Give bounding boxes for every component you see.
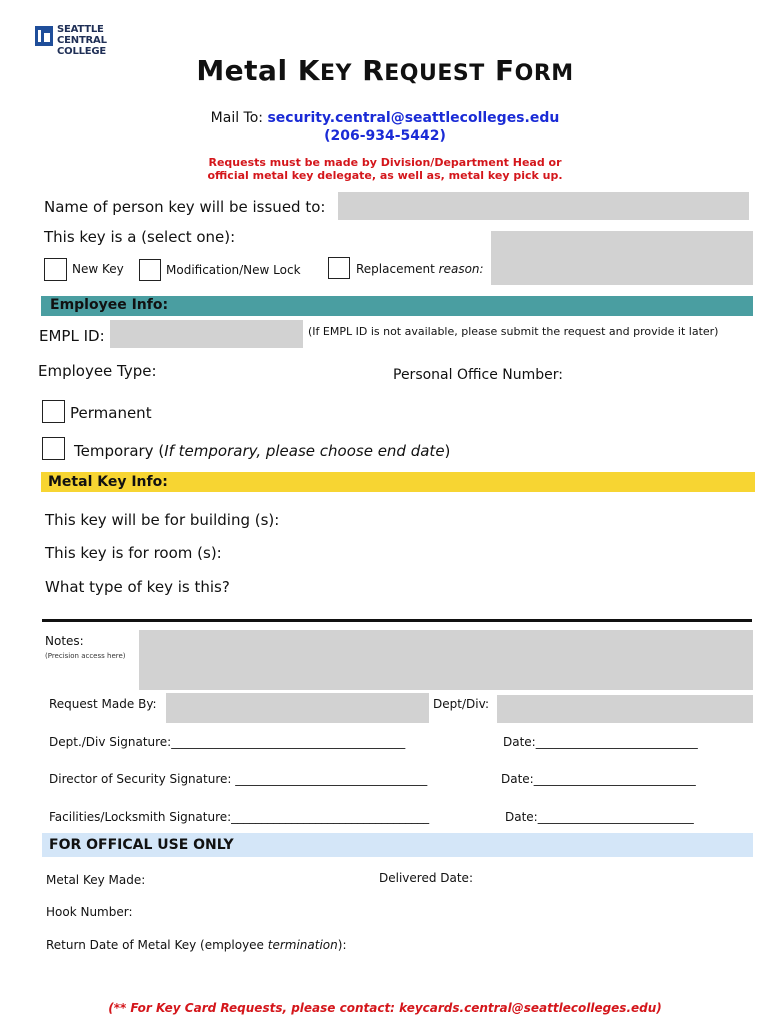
new-key-checkbox[interactable] bbox=[44, 258, 67, 281]
modification-checkbox[interactable] bbox=[139, 259, 161, 281]
dept-signature-date[interactable]: Date:___________________________ bbox=[503, 735, 698, 749]
notes-label: Notes: bbox=[45, 634, 84, 648]
temporary-checkbox[interactable] bbox=[42, 437, 65, 460]
person-name-field[interactable] bbox=[338, 192, 749, 220]
dept-div-field[interactable] bbox=[497, 695, 753, 723]
room-label: This key is for room (s): bbox=[45, 544, 222, 562]
replacement-checkbox[interactable] bbox=[328, 257, 350, 279]
employee-info-bar bbox=[41, 296, 753, 316]
college-logo bbox=[35, 24, 155, 57]
section-divider bbox=[42, 619, 752, 622]
notes-field[interactable] bbox=[139, 630, 753, 690]
official-use-bar bbox=[42, 833, 753, 857]
request-made-by-label: Request Made By: bbox=[49, 697, 157, 711]
building-label: This key will be for building (s): bbox=[45, 511, 280, 529]
empl-id-note: (If EMPL ID is not available, please submit the request and provide it later) bbox=[308, 325, 719, 338]
person-name-label: Name of person key will be issued to: bbox=[44, 198, 326, 216]
metal-key-info-heading: Metal Key Info: bbox=[48, 474, 168, 490]
mail-to-label: Mail To: bbox=[210, 110, 268, 126]
college-logo-icon bbox=[35, 26, 53, 46]
director-signature-line[interactable]: Director of Security Signature: ________________________________ bbox=[49, 772, 428, 786]
phone-number: (206-934-5442) bbox=[324, 128, 446, 144]
employee-type-label: Employee Type: bbox=[38, 362, 157, 380]
college-logo-text: SEATTLE CENTRAL COLLEGE bbox=[57, 24, 107, 57]
requirement-note: Requests must be made by Division/Department Head or official metal key delegate, as well as, metal key pick up. bbox=[207, 156, 563, 182]
replacement-label: Replacement reason: bbox=[356, 262, 484, 276]
employee-info-heading: Employee Info: bbox=[50, 297, 169, 313]
return-date-label: Return Date of Metal Key (employee termination): bbox=[46, 938, 347, 952]
notes-sub-label: (Precision access here) bbox=[45, 652, 126, 660]
mail-to-line bbox=[0, 110, 770, 126]
permanent-label: Permanent bbox=[70, 404, 152, 422]
metal-key-made-label: Metal Key Made: bbox=[46, 873, 146, 887]
key-card-footer-note: (** For Key Card Requests, please contact: keycards.central@seattlecolleges.edu) bbox=[108, 1001, 662, 1015]
request-made-by-field[interactable] bbox=[166, 693, 429, 723]
empl-id-label: EMPL ID: bbox=[39, 327, 105, 345]
new-key-label: New Key bbox=[72, 262, 124, 276]
page-title: Metal KEY REQUEST FORM bbox=[196, 54, 574, 87]
key-kind-label: What type of key is this? bbox=[45, 578, 230, 596]
facilities-signature-line[interactable]: Facilities/Locksmith Signature:_________________________________ bbox=[49, 810, 430, 824]
office-number-label: Personal Office Number: bbox=[393, 367, 563, 383]
key-type-label: This key is a (select one): bbox=[44, 228, 236, 246]
modification-label: Modification/New Lock bbox=[166, 263, 301, 277]
director-signature-date[interactable]: Date:___________________________ bbox=[501, 772, 696, 786]
empl-id-field[interactable] bbox=[110, 320, 303, 348]
delivered-date-label: Delivered Date: bbox=[379, 871, 473, 885]
temporary-label: Temporary (If temporary, please choose end date) bbox=[74, 442, 451, 460]
dept-div-label: Dept/Div: bbox=[433, 697, 490, 711]
hook-number-label: Hook Number: bbox=[46, 905, 133, 919]
replacement-reason-field[interactable] bbox=[491, 231, 753, 285]
permanent-checkbox[interactable] bbox=[42, 400, 65, 423]
mail-to-email[interactable]: security.central@seattlecolleges.edu bbox=[267, 110, 560, 126]
metal-key-info-bar bbox=[41, 472, 755, 492]
dept-signature-line[interactable]: Dept./Div Signature:_______________________________________ bbox=[49, 735, 406, 749]
official-use-heading: FOR OFFICAL USE ONLY bbox=[49, 837, 234, 853]
facilities-signature-date[interactable]: Date:__________________________ bbox=[505, 810, 694, 824]
